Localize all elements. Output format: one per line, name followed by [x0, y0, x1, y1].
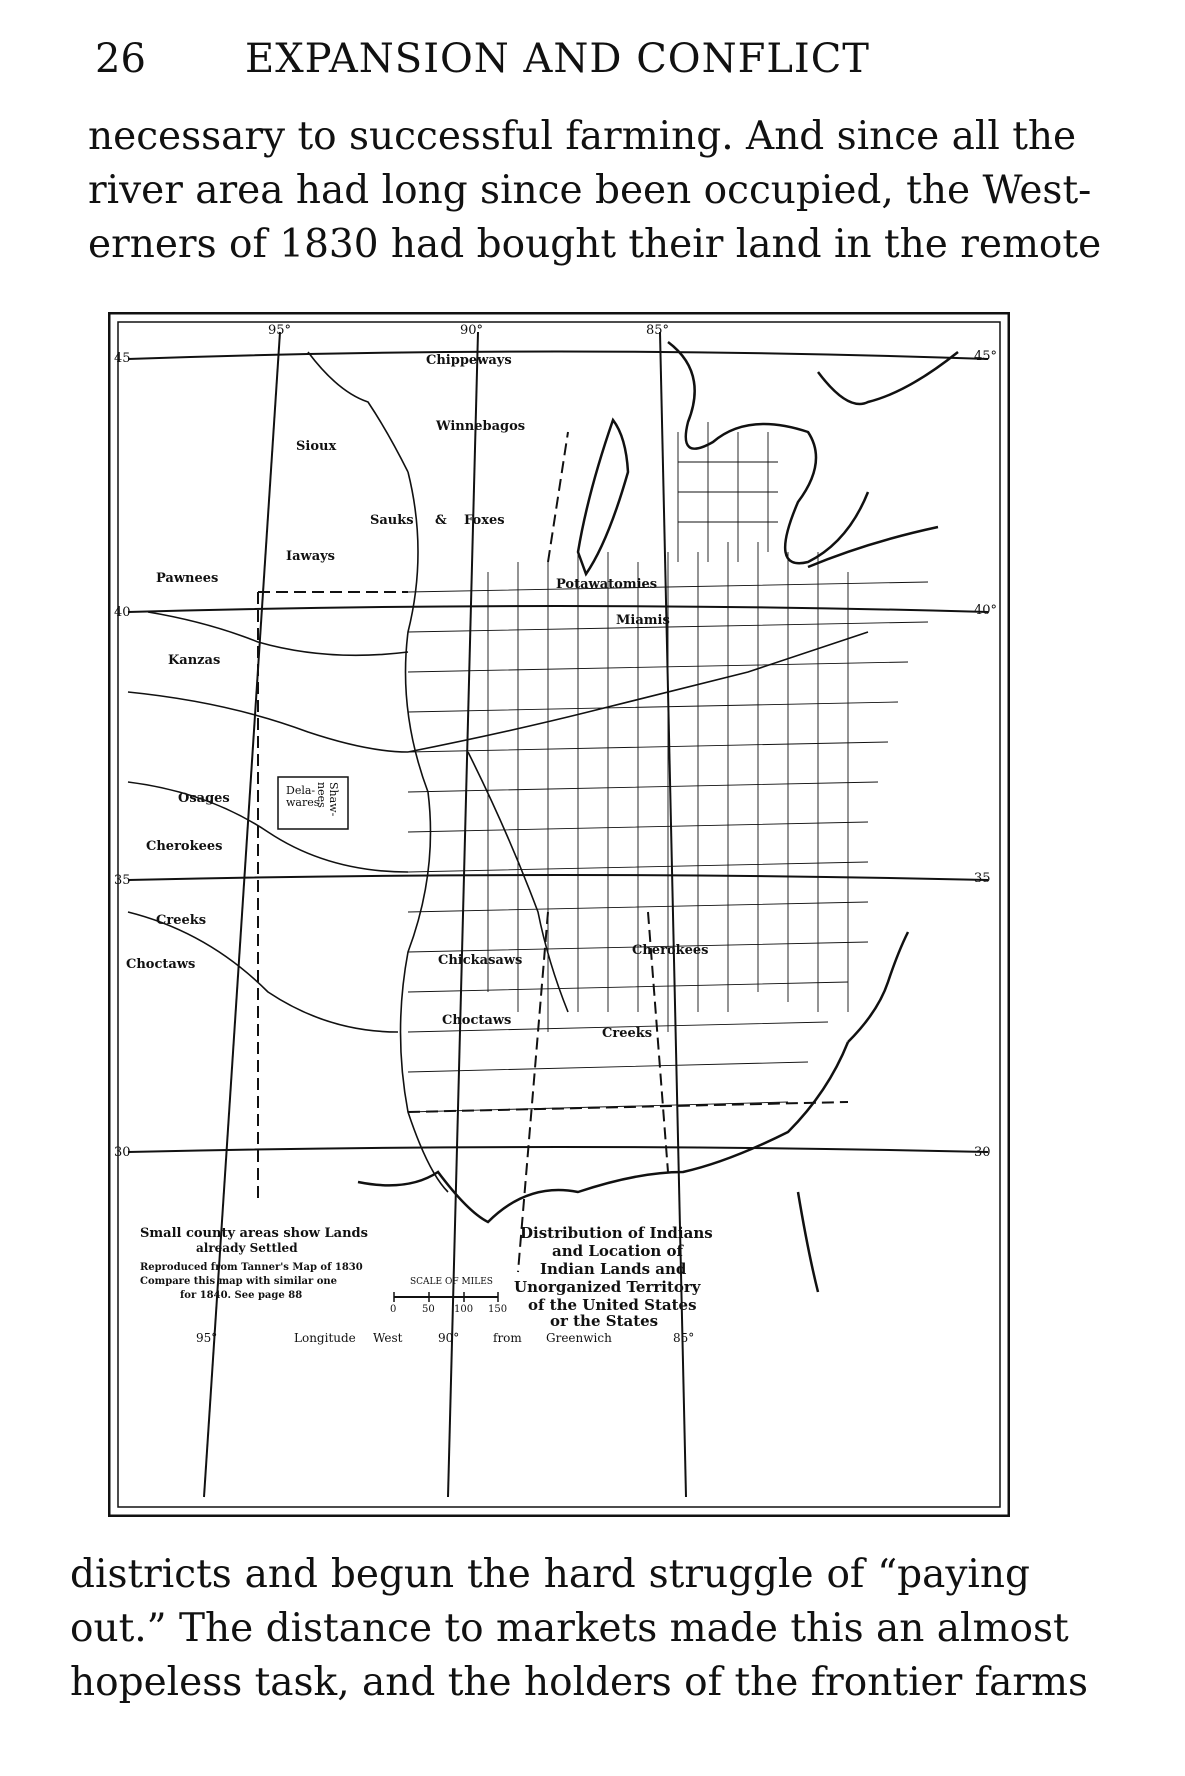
title-line-1: Distribution of Indians: [520, 1224, 713, 1242]
lat-left-40: 40: [114, 605, 131, 620]
title-line-3: Indian Lands and: [540, 1260, 687, 1278]
page-number: 26: [95, 36, 146, 82]
red-river: [128, 912, 398, 1032]
upper-mississippi: [308, 352, 408, 472]
note-line-3: Reproduced from Tanner's Map of 1830: [140, 1262, 363, 1273]
lon-bottom-word-longitude: Longitude: [294, 1331, 356, 1345]
map-note: [140, 1226, 368, 1301]
text-line: erners of 1830 had bought their land in the remote: [88, 222, 1102, 267]
lake-erie-coast: [808, 527, 938, 567]
text-line: districts and begun the hard struggle of “paying: [70, 1552, 1030, 1597]
label-sioux: Sioux: [296, 439, 337, 454]
map-svg: [108, 312, 1010, 1517]
lat-right-40: 40°: [974, 603, 998, 618]
meridian-90: [448, 332, 478, 1497]
miss-ala-boundary: [518, 912, 548, 1272]
label-delawares: Dela-wares: [286, 784, 320, 809]
scale-label-150: 150: [488, 1304, 508, 1315]
body-text-top: [88, 110, 1102, 272]
latitude-left-labels: [114, 351, 131, 1160]
delaware-shawnee-block: [278, 777, 348, 829]
latitude-right-labels: [974, 349, 997, 1160]
running-title: EXPANSION AND CONFLICT: [245, 36, 870, 82]
label-choctaws-east: Choctaws: [442, 1013, 512, 1028]
label-amp: &: [435, 513, 447, 528]
text-line: necessary to successful farming. And since all the: [88, 114, 1077, 159]
text-line: hopeless task, and the holders of the frontier farms: [70, 1660, 1088, 1705]
lat-left-45: 45: [114, 351, 131, 366]
lon-top-85: 85°: [646, 323, 670, 338]
illinois-wisconsin: [548, 432, 568, 562]
title-line-6: or the States: [550, 1312, 659, 1330]
scale-label-50: 50: [422, 1304, 435, 1315]
longitude-bottom-labels: [196, 1331, 694, 1345]
lon-bottom-word-greenwich: Greenwich: [546, 1331, 612, 1345]
tribe-labels: [126, 353, 708, 1041]
lat-right-30: 30: [974, 1145, 991, 1160]
meridian-95: [204, 332, 280, 1497]
note-line-1: Small county areas show Lands: [140, 1226, 368, 1241]
label-sauks: Sauks: [370, 513, 414, 528]
kansas-river: [128, 692, 408, 752]
scale-label: SCALE OF MILES: [410, 1277, 493, 1287]
atlantic-coast: [848, 932, 908, 1042]
lon-bottom-word-from: from: [493, 1331, 522, 1345]
florida-coast: [798, 1192, 818, 1292]
label-winnebagos: Winnebagos: [436, 419, 526, 434]
lake-huron-coast: [818, 352, 958, 404]
label-cherokees-west: Cherokees: [146, 839, 223, 854]
label-foxes: Foxes: [464, 513, 505, 528]
text-line: out.” The distance to markets made this an almost: [70, 1606, 1069, 1651]
scale-bar: [390, 1277, 507, 1315]
label-creeks-east: Creeks: [602, 1026, 653, 1041]
label-iaways: Iaways: [286, 549, 335, 564]
note-line-2: already Settled: [196, 1241, 298, 1255]
title-line-4: Unorganized Territory: [514, 1278, 701, 1296]
scale-label-100: 100: [454, 1304, 474, 1315]
lon-bottom-95: 95°: [196, 1331, 218, 1345]
note-line-5: for 1840. See page 88: [180, 1290, 303, 1301]
map-figure: [108, 312, 1010, 1517]
missouri-river: [148, 612, 408, 655]
lon-bottom-90: 90°: [438, 1331, 460, 1345]
title-line-2: and Location of: [552, 1242, 683, 1260]
label-shawnees: Shaw-nees: [315, 782, 340, 817]
meridian-85: [660, 332, 686, 1497]
label-chickasaws: Chickasaws: [438, 953, 523, 968]
scale-label-0: 0: [390, 1304, 397, 1315]
label-kanzas: Kanzas: [168, 653, 221, 668]
michigan-counties: [678, 422, 778, 562]
label-pawnees: Pawnees: [156, 571, 219, 586]
lon-top-95: 95°: [268, 323, 292, 338]
label-chippeways: Chippeways: [426, 353, 512, 368]
lat-right-35: 35: [974, 871, 991, 886]
label-potawatomies: Potawatomies: [556, 577, 658, 592]
title-line-5: of the United States: [528, 1296, 697, 1314]
label-miamis: Miamis: [616, 613, 670, 628]
lat-left-35: 35: [114, 873, 131, 888]
lon-top-90: 90°: [460, 323, 484, 338]
page-header: [95, 36, 895, 86]
note-line-4: Compare this map with similar one: [140, 1276, 338, 1287]
lat-left-30: 30: [114, 1145, 131, 1160]
lake-michigan: [578, 420, 628, 574]
lat-right-45: 45°: [974, 349, 998, 364]
label-osages: Osages: [178, 791, 230, 806]
lon-bottom-word-west: West: [373, 1331, 403, 1345]
lon-bottom-85: 85°: [673, 1331, 695, 1345]
label-cherokees-east: Cherokees: [632, 943, 709, 958]
body-text-bottom: [70, 1548, 1088, 1710]
arkansas-river: [128, 782, 408, 872]
longitude-top-labels: [268, 323, 669, 338]
gulf-coast: [358, 1042, 848, 1222]
label-creeks-west: Creeks: [156, 913, 207, 928]
parallel-45: [128, 352, 988, 360]
label-choctaws-west: Choctaws: [126, 957, 196, 972]
parallel-35: [128, 875, 988, 880]
text-line: river area had long since been occupied, the West-: [88, 168, 1092, 213]
rivers: [128, 352, 868, 1192]
